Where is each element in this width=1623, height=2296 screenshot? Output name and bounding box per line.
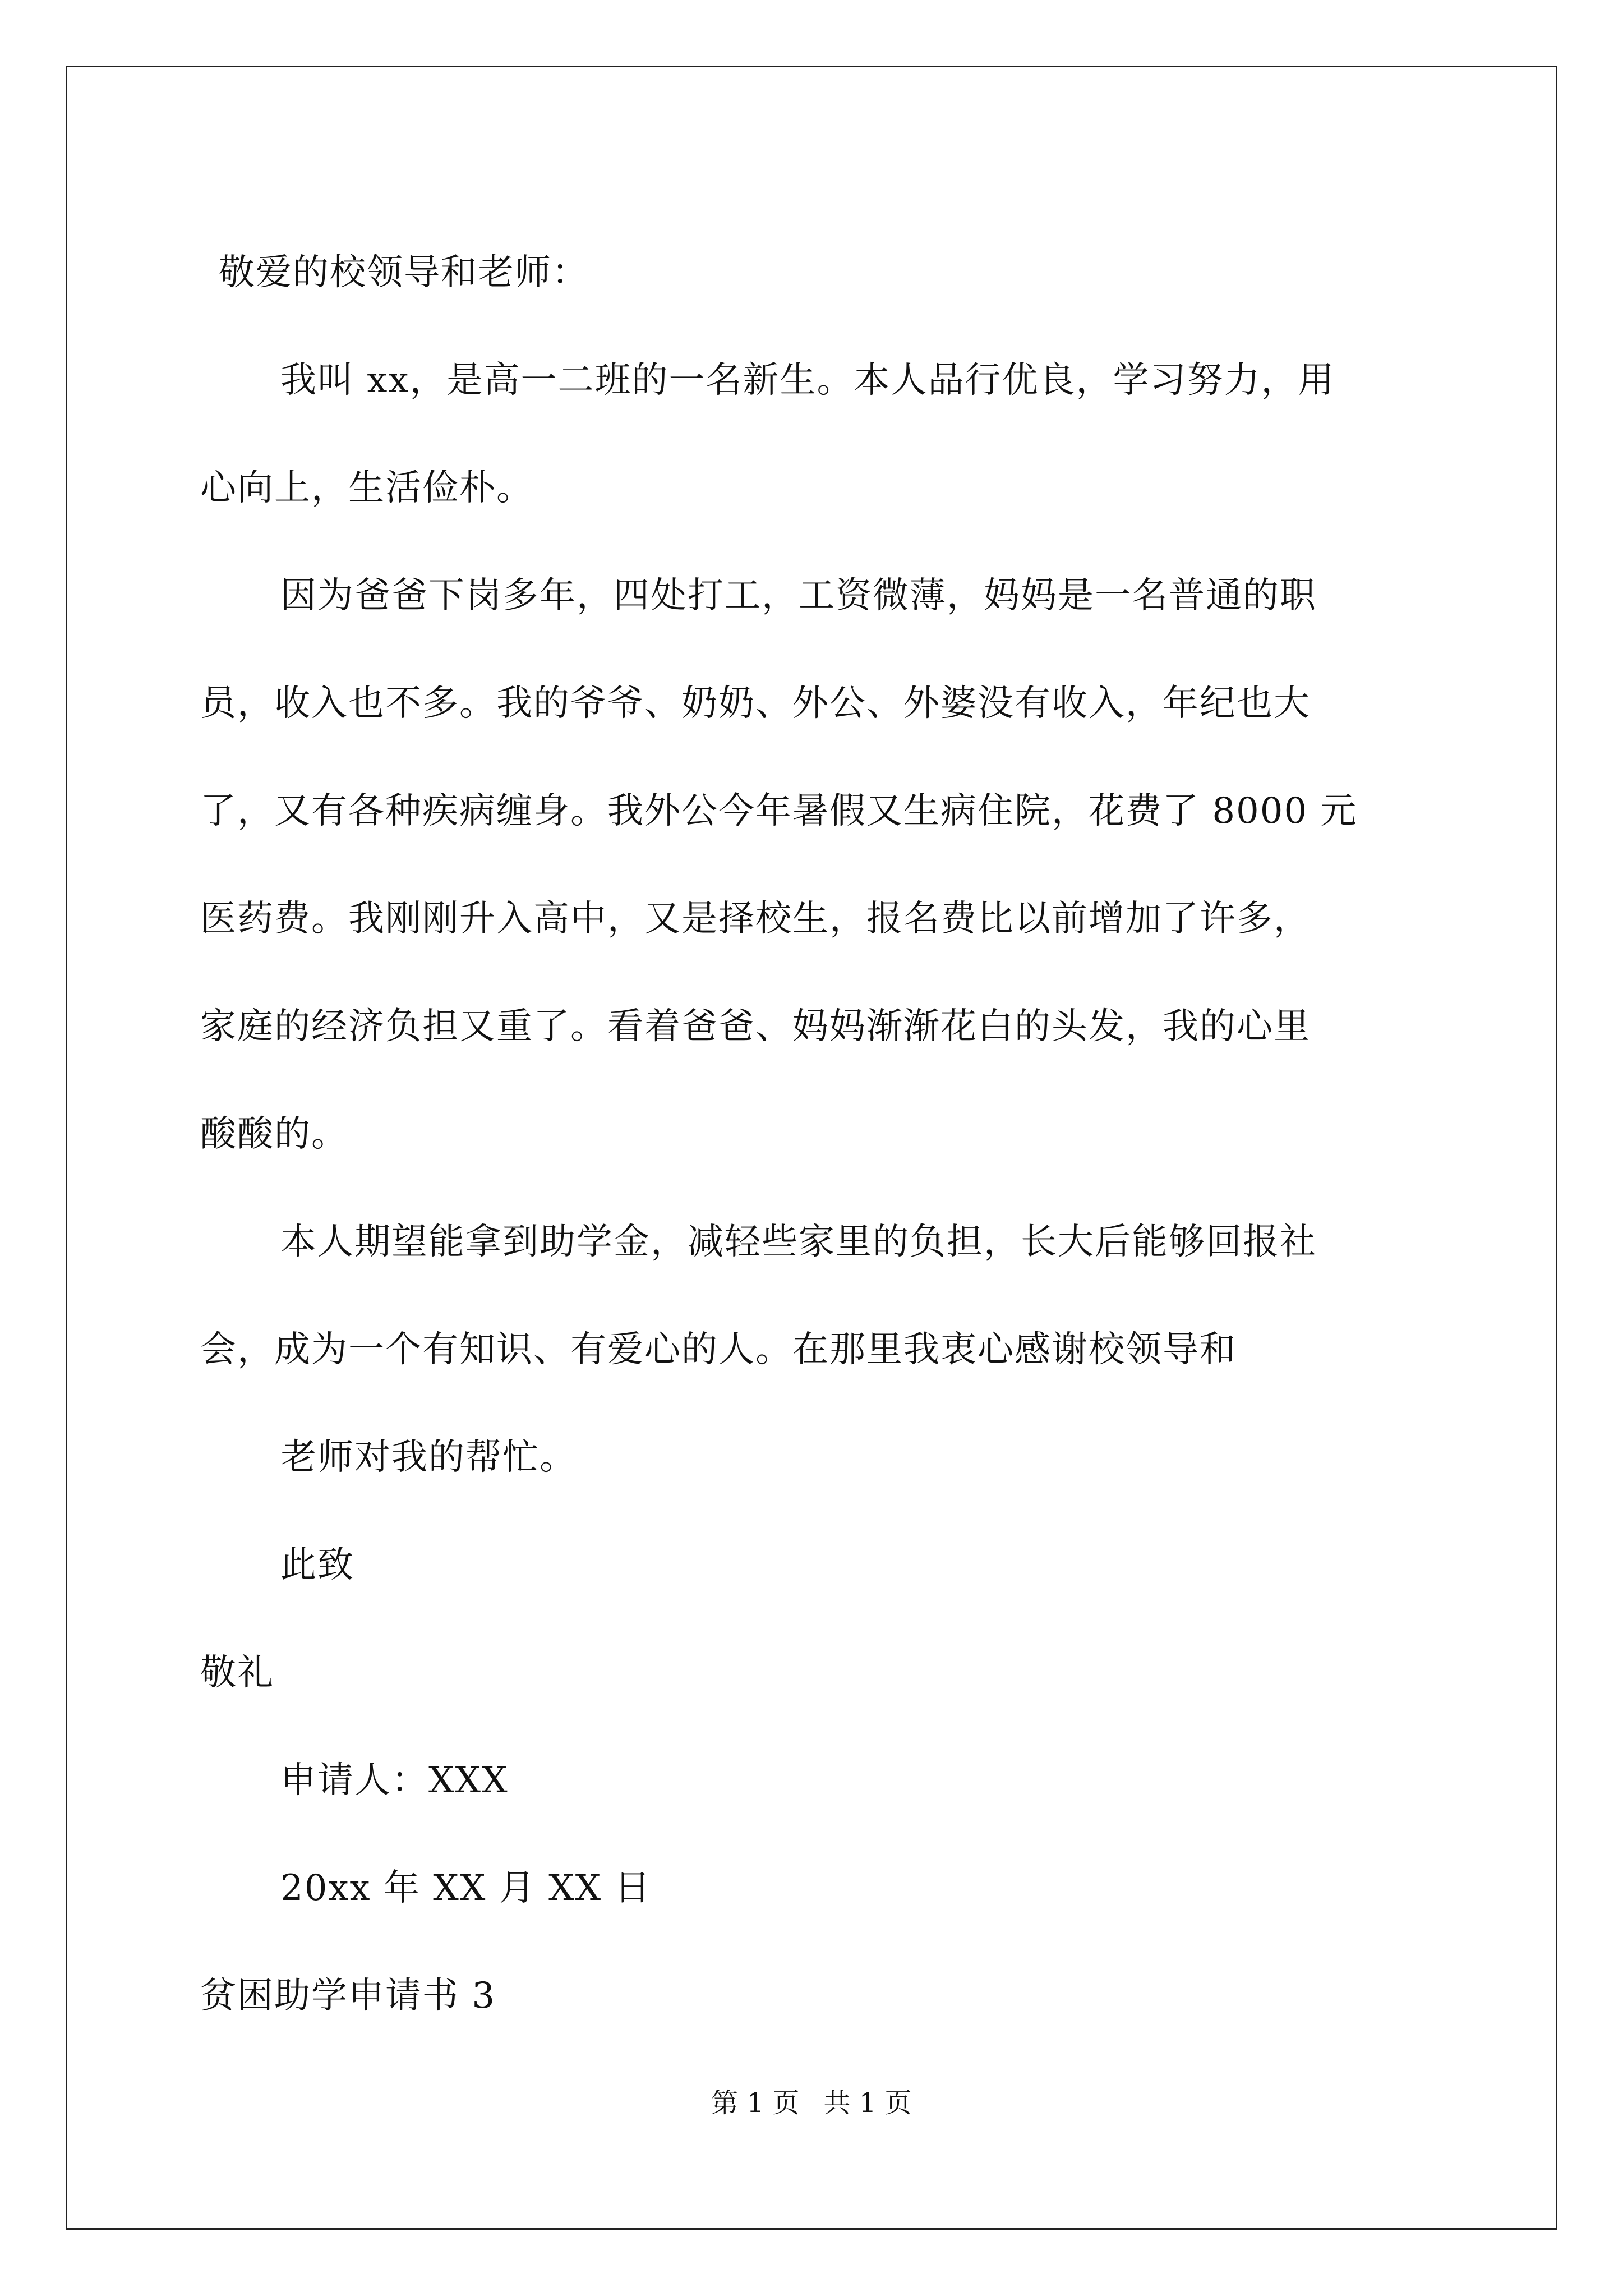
next-section-title: 贫困助学申请书 3 xyxy=(200,1975,496,2017)
paragraph-2-line-5: 家庭的经济负担又重了。看着爸爸、妈妈渐渐花白的头发，我的心里 xyxy=(200,1006,1311,1047)
paragraph-3-line-1: 本人期望能拿到助学金，减轻些家里的负担，长大后能够回报社 xyxy=(280,1221,1317,1263)
paragraph-3-line-3: 老师对我的帮忙。 xyxy=(280,1437,577,1478)
page-footer xyxy=(0,2081,1623,2120)
paragraph-1-line-2: 心向上，生活俭朴。 xyxy=(200,467,533,509)
page-number-total: 共 1 页 xyxy=(823,2087,912,2119)
closing-ci-zhi: 此致 xyxy=(280,1544,354,1586)
applicant-signature: 申请人：XXX xyxy=(280,1760,509,1801)
closing-jing-li: 敬礼 xyxy=(200,1652,274,1694)
salutation: 敬爱的校领导和老师： xyxy=(219,252,589,293)
paragraph-2-line-1: 因为爸爸下岗多年，四处打工，工资微薄，妈妈是一名普通的职 xyxy=(280,575,1317,616)
paragraph-3-line-2: 会，成为一个有知识、有爱心的人。在那里我衷心感谢校领导和 xyxy=(200,1329,1237,1370)
page-number-current: 第 1 页 xyxy=(711,2087,800,2119)
paragraph-1-line-1: 我叫 xx，是高一二班的一名新生。本人品行优良，学习努力，用 xyxy=(280,360,1335,401)
letter-date: 20xx 年 XX 月 XX 日 xyxy=(280,1867,652,1909)
paragraph-2-line-2: 员，收入也不多。我的爷爷、奶奶、外公、外婆没有收入，年纪也大 xyxy=(200,683,1311,724)
paragraph-2-line-3: 了，又有各种疾病缠身。我外公今年暑假又生病住院，花费了 8000 元 xyxy=(200,790,1358,832)
paragraph-2-line-4: 医药费。我刚刚升入高中，又是择校生，报名费比以前增加了许多， xyxy=(200,898,1311,940)
paragraph-2-line-6: 酸酸的。 xyxy=(200,1114,348,1155)
letter-body xyxy=(200,219,1428,2050)
